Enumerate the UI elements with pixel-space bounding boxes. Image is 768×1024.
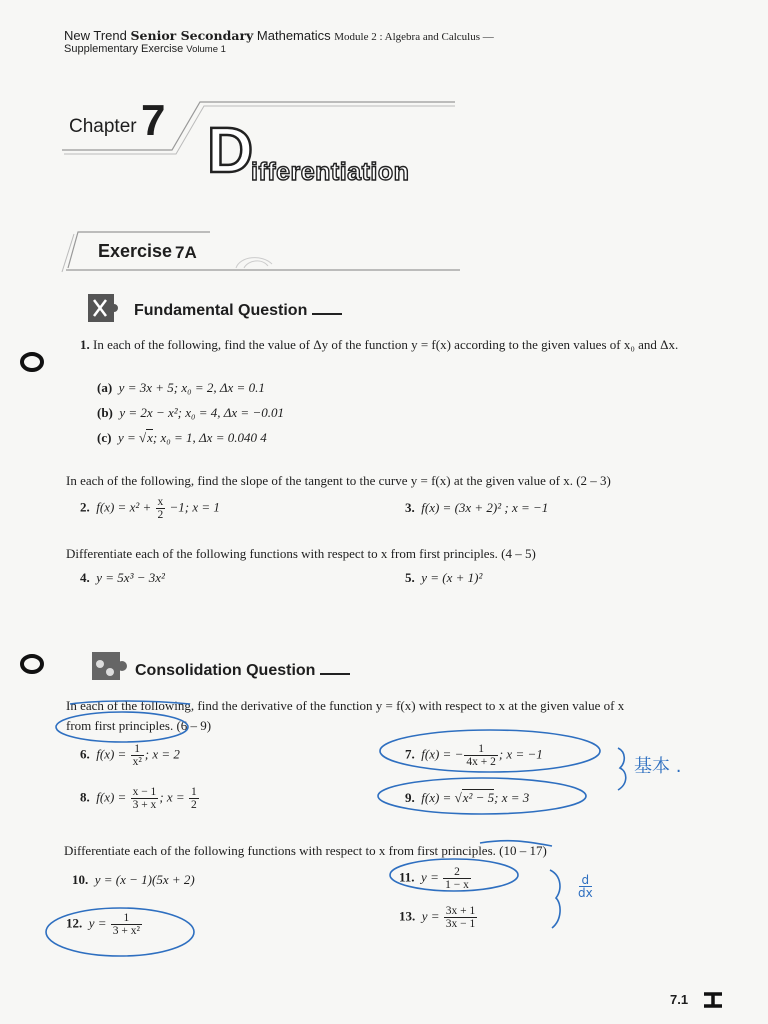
pen-circle-q12: [46, 908, 194, 956]
chapter-title-initial: D: [207, 114, 254, 186]
question-1b: (b) y = 2x − x²; x₀ = 4, Δx = −0.01: [97, 405, 284, 420]
question-4: 4. y = 5x³ − 3x²: [80, 570, 165, 585]
subject-text: Mathematics: [256, 28, 331, 43]
chapter-label: Chapter: [69, 116, 137, 137]
pen-note-basic: 基本 .: [634, 756, 682, 777]
question-3: 3. f(x) = (3x + 2)² ; x = −1: [405, 500, 549, 515]
question-1c: (c) y = √x; x₀ = 1, Δx = 0.040 4: [97, 430, 267, 445]
page-marker-icon: [702, 992, 724, 1008]
question-10: 10. y = (x − 1)(5x + 2): [72, 872, 195, 887]
question-13: 13. y = $\frac{3x + 1}{3x - 1}$: [399, 905, 476, 930]
module-text: Module 2 : Algebra and Calculus —: [334, 31, 494, 43]
question-5: 5. y = (x + 1)²: [405, 570, 483, 585]
pen-underline-first-principles: [480, 841, 552, 846]
pen-circle-q9: [378, 778, 586, 814]
book-text: Supplementary Exercise: [64, 43, 184, 55]
question-6: 6. f(x) = $\frac{1}{\text{x²}}$ ; x = 2: [80, 743, 180, 768]
pen-circle-q11: [390, 859, 518, 891]
chapter-title: ifferentiation: [251, 158, 410, 186]
exercise-number: 7A: [175, 243, 197, 262]
instruction-10-17: Differentiate each of the following functions with respect to x from first principles. (10 – 17): [64, 843, 547, 858]
question-2: 2. f(x) = x² + $\frac{x}{2}$ −1; x = 1: [80, 496, 220, 521]
pen-brace-2: [550, 870, 560, 928]
question-9: 9. f(x) = √x² − 5; x = 3: [405, 790, 530, 805]
question-1: 1. In each of the following, find the value of Δy of the function y = f(x) according to the given values of x₀ and Δx.: [80, 337, 679, 352]
pen-circle-first-principles: [56, 712, 188, 742]
page-number: 7.1: [670, 992, 689, 1007]
instruction-6-9: In each of the following, find the derivative of the function y = f(x) with respect to x at the given value of x from first principles. (6 – 9): [66, 698, 625, 733]
exercise-label: Exercise: [98, 241, 173, 261]
instruction-2-3: In each of the following, find the slope of the tangent to the curve y = f(x) at the given value of x. (2 – 3): [66, 473, 611, 488]
pen-brace-1: [618, 748, 626, 790]
instruction-4-5: Differentiate each of the following functions with respect to x from first principles. (4 – 5): [66, 546, 536, 561]
brand-text: New Trend: [64, 28, 127, 43]
chapter-number: 7: [141, 96, 166, 145]
pen-circle-q7: [380, 730, 600, 772]
question-1a: (a) y = 3x + 5; x₀ = 2, Δx = 0.1: [97, 380, 265, 395]
question-7: 7. f(x) = − $\frac{1}{4x + 2}$ ; x = −1: [405, 743, 543, 768]
pen-note-derivative: d dx: [578, 873, 593, 900]
volume-text: Volume 1: [186, 44, 226, 55]
question-12: 12. y = $\frac{1}{\text{3 + x²}}$: [66, 912, 140, 937]
section-title-fundamental: Fundamental Question: [134, 302, 342, 320]
question-11: 11. y = $\frac{2}{1 - x}$: [399, 866, 469, 891]
section-title-consolidation: Consolidation Question: [135, 662, 350, 680]
pen-underline-each-of-the: [70, 701, 190, 704]
question-1-text: In each of the following, find the value of Δy of the function y = f(x) according to the given values of x₀ and Δx.: [93, 337, 679, 352]
series-text: Senior Secondary: [130, 28, 254, 43]
question-8: 8. f(x) = $\frac{x - 1}{3 + x}$ ; x = $\frac{1}{2}$: [80, 786, 197, 811]
